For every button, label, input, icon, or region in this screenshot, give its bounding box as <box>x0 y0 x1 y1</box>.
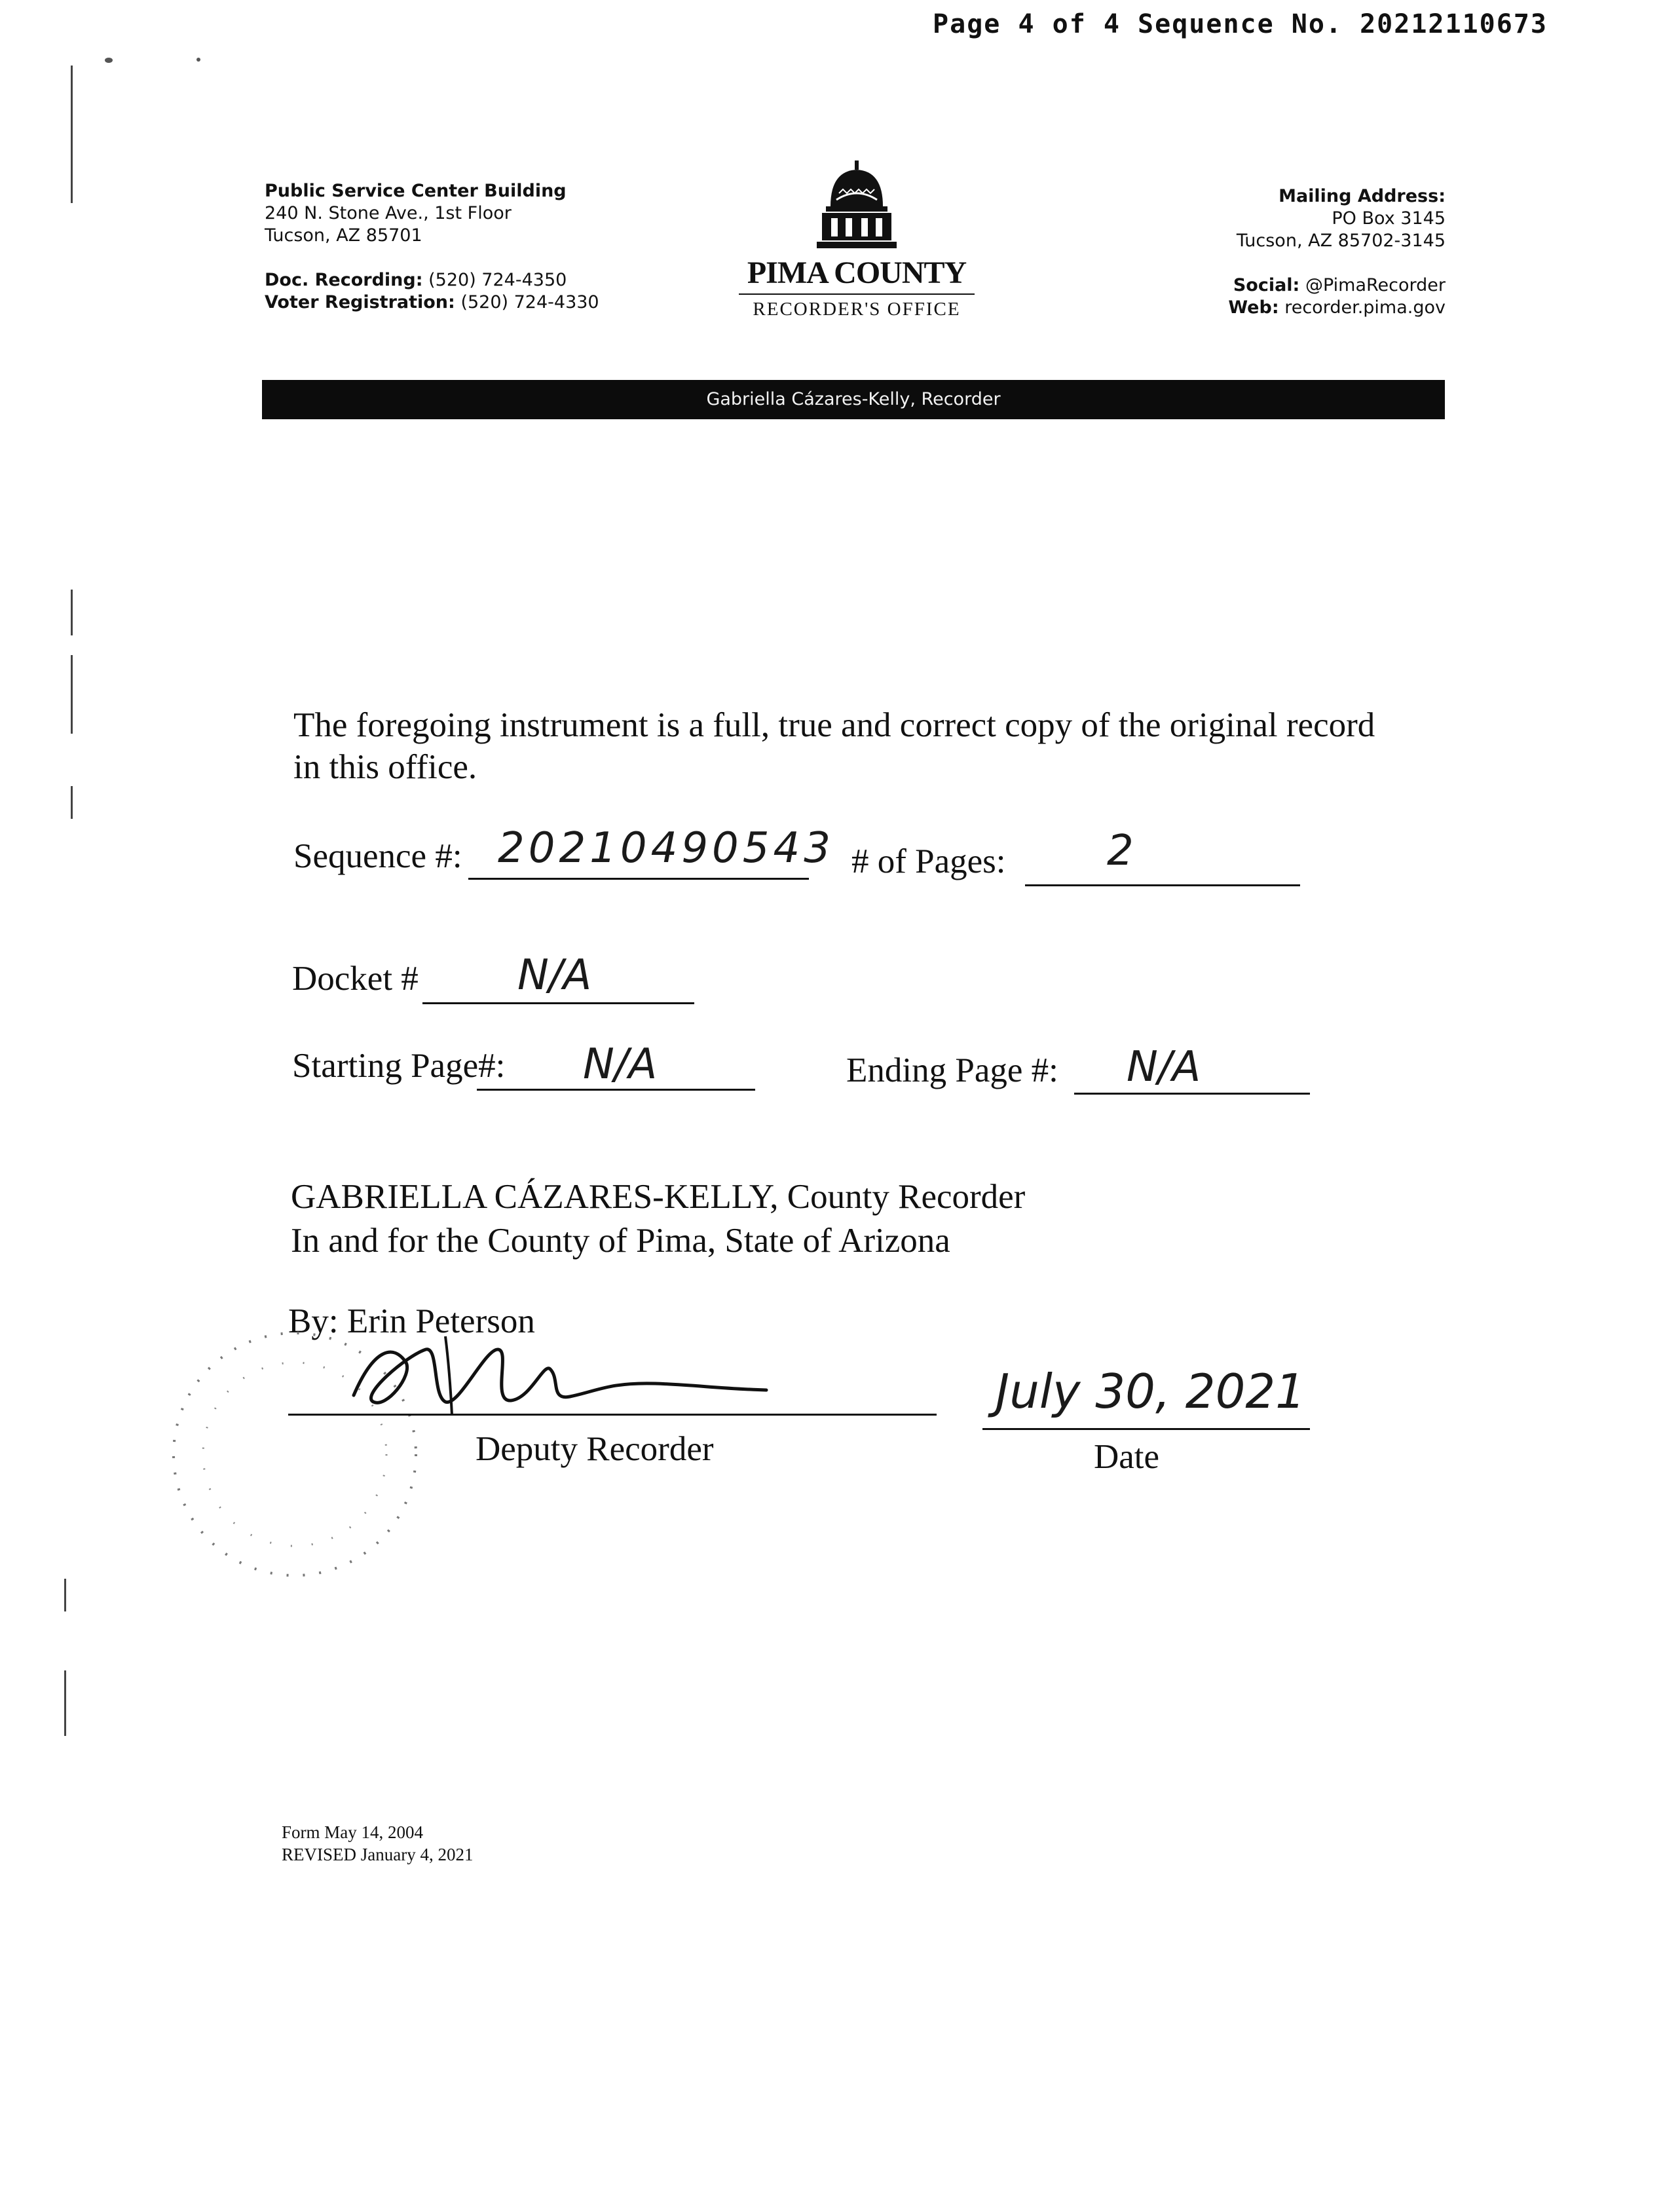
certification-statement: The foregoing instrument is a full, true and correct copy of the original record in this office. <box>293 706 1375 786</box>
social-label: Social: <box>1233 275 1300 295</box>
social-handle: @PimaRecorder <box>1305 275 1446 295</box>
scan-mark <box>64 1579 66 1611</box>
web-label: Web: <box>1228 297 1279 318</box>
ending-page-label: Ending Page #: <box>846 1051 1058 1089</box>
date-label: Date <box>1094 1438 1160 1476</box>
form-footer <box>282 1821 473 1866</box>
street-address: 240 N. Stone Ave., 1st Floor <box>265 203 512 223</box>
sequence-value: 20210490543 <box>498 824 834 873</box>
sequence-label: Sequence #: <box>293 837 462 875</box>
deputy-signature <box>314 1323 786 1441</box>
scan-mark <box>71 66 73 203</box>
deputy-title: Deputy Recorder <box>476 1430 714 1468</box>
mailing-address <box>1053 185 1446 319</box>
capitol-dome-icon <box>814 160 899 252</box>
recorder-name-line: GABRIELLA CÁZARES-KELLY, County Recorder <box>291 1178 1026 1216</box>
starting-page-underline <box>477 1089 755 1091</box>
docket-label: Docket # <box>292 960 419 998</box>
starting-page-value: N/A <box>583 1040 658 1089</box>
logo-county-name: PIMA COUNTY <box>747 255 967 290</box>
signed-date: July 30, 2021 <box>996 1364 1305 1419</box>
sequence-underline <box>468 878 809 880</box>
pages-value: 2 <box>1107 827 1134 875</box>
page-sequence-header: Page 4 of 4 Sequence No. 20212110673 <box>933 9 1548 39</box>
web-address: recorder.pima.gov <box>1284 297 1446 318</box>
doc-recording-phone: (520) 724-4350 <box>428 270 567 290</box>
scan-speck <box>196 58 200 62</box>
pages-label: # of Pages: <box>851 842 1006 880</box>
form-revised: REVISED January 4, 2021 <box>282 1845 474 1864</box>
voter-registration-phone: (520) 724-4330 <box>460 292 599 312</box>
scan-mark <box>71 786 73 819</box>
scan-speck <box>105 58 113 63</box>
scan-mark <box>64 1670 66 1736</box>
voter-registration-label: Voter Registration: <box>265 292 455 312</box>
mailing-label: Mailing Address: <box>1279 186 1446 206</box>
ending-page-value: N/A <box>1127 1043 1201 1091</box>
deputy-by-line: By: Erin Peterson <box>288 1302 535 1340</box>
mailing-city: Tucson, AZ 85702-3145 <box>1236 231 1446 251</box>
date-line <box>982 1428 1310 1430</box>
recorder-jurisdiction: In and for the County of Pima, State of Arizona <box>291 1222 950 1260</box>
po-box: PO Box 3145 <box>1332 208 1446 229</box>
scan-mark <box>71 590 73 635</box>
office-address <box>265 180 723 314</box>
building-name: Public Service Center Building <box>265 181 567 201</box>
pages-underline <box>1025 884 1300 886</box>
city-address: Tucson, AZ 85701 <box>265 225 422 246</box>
ending-page-underline <box>1074 1093 1310 1095</box>
signature-line <box>288 1414 937 1416</box>
scan-mark <box>71 655 73 734</box>
form-date: Form May 14, 2004 <box>282 1822 423 1842</box>
docket-underline <box>422 1002 694 1004</box>
doc-recording-label: Doc. Recording: <box>265 270 423 290</box>
starting-page-label: Starting Page#: <box>292 1047 506 1085</box>
logo-divider <box>739 293 975 295</box>
pima-county-logo <box>732 160 981 320</box>
docket-value: N/A <box>517 951 592 1000</box>
recorder-banner: Gabriella Cázares-Kelly, Recorder <box>262 380 1445 419</box>
logo-office-name: RECORDER'S OFFICE <box>753 299 961 320</box>
